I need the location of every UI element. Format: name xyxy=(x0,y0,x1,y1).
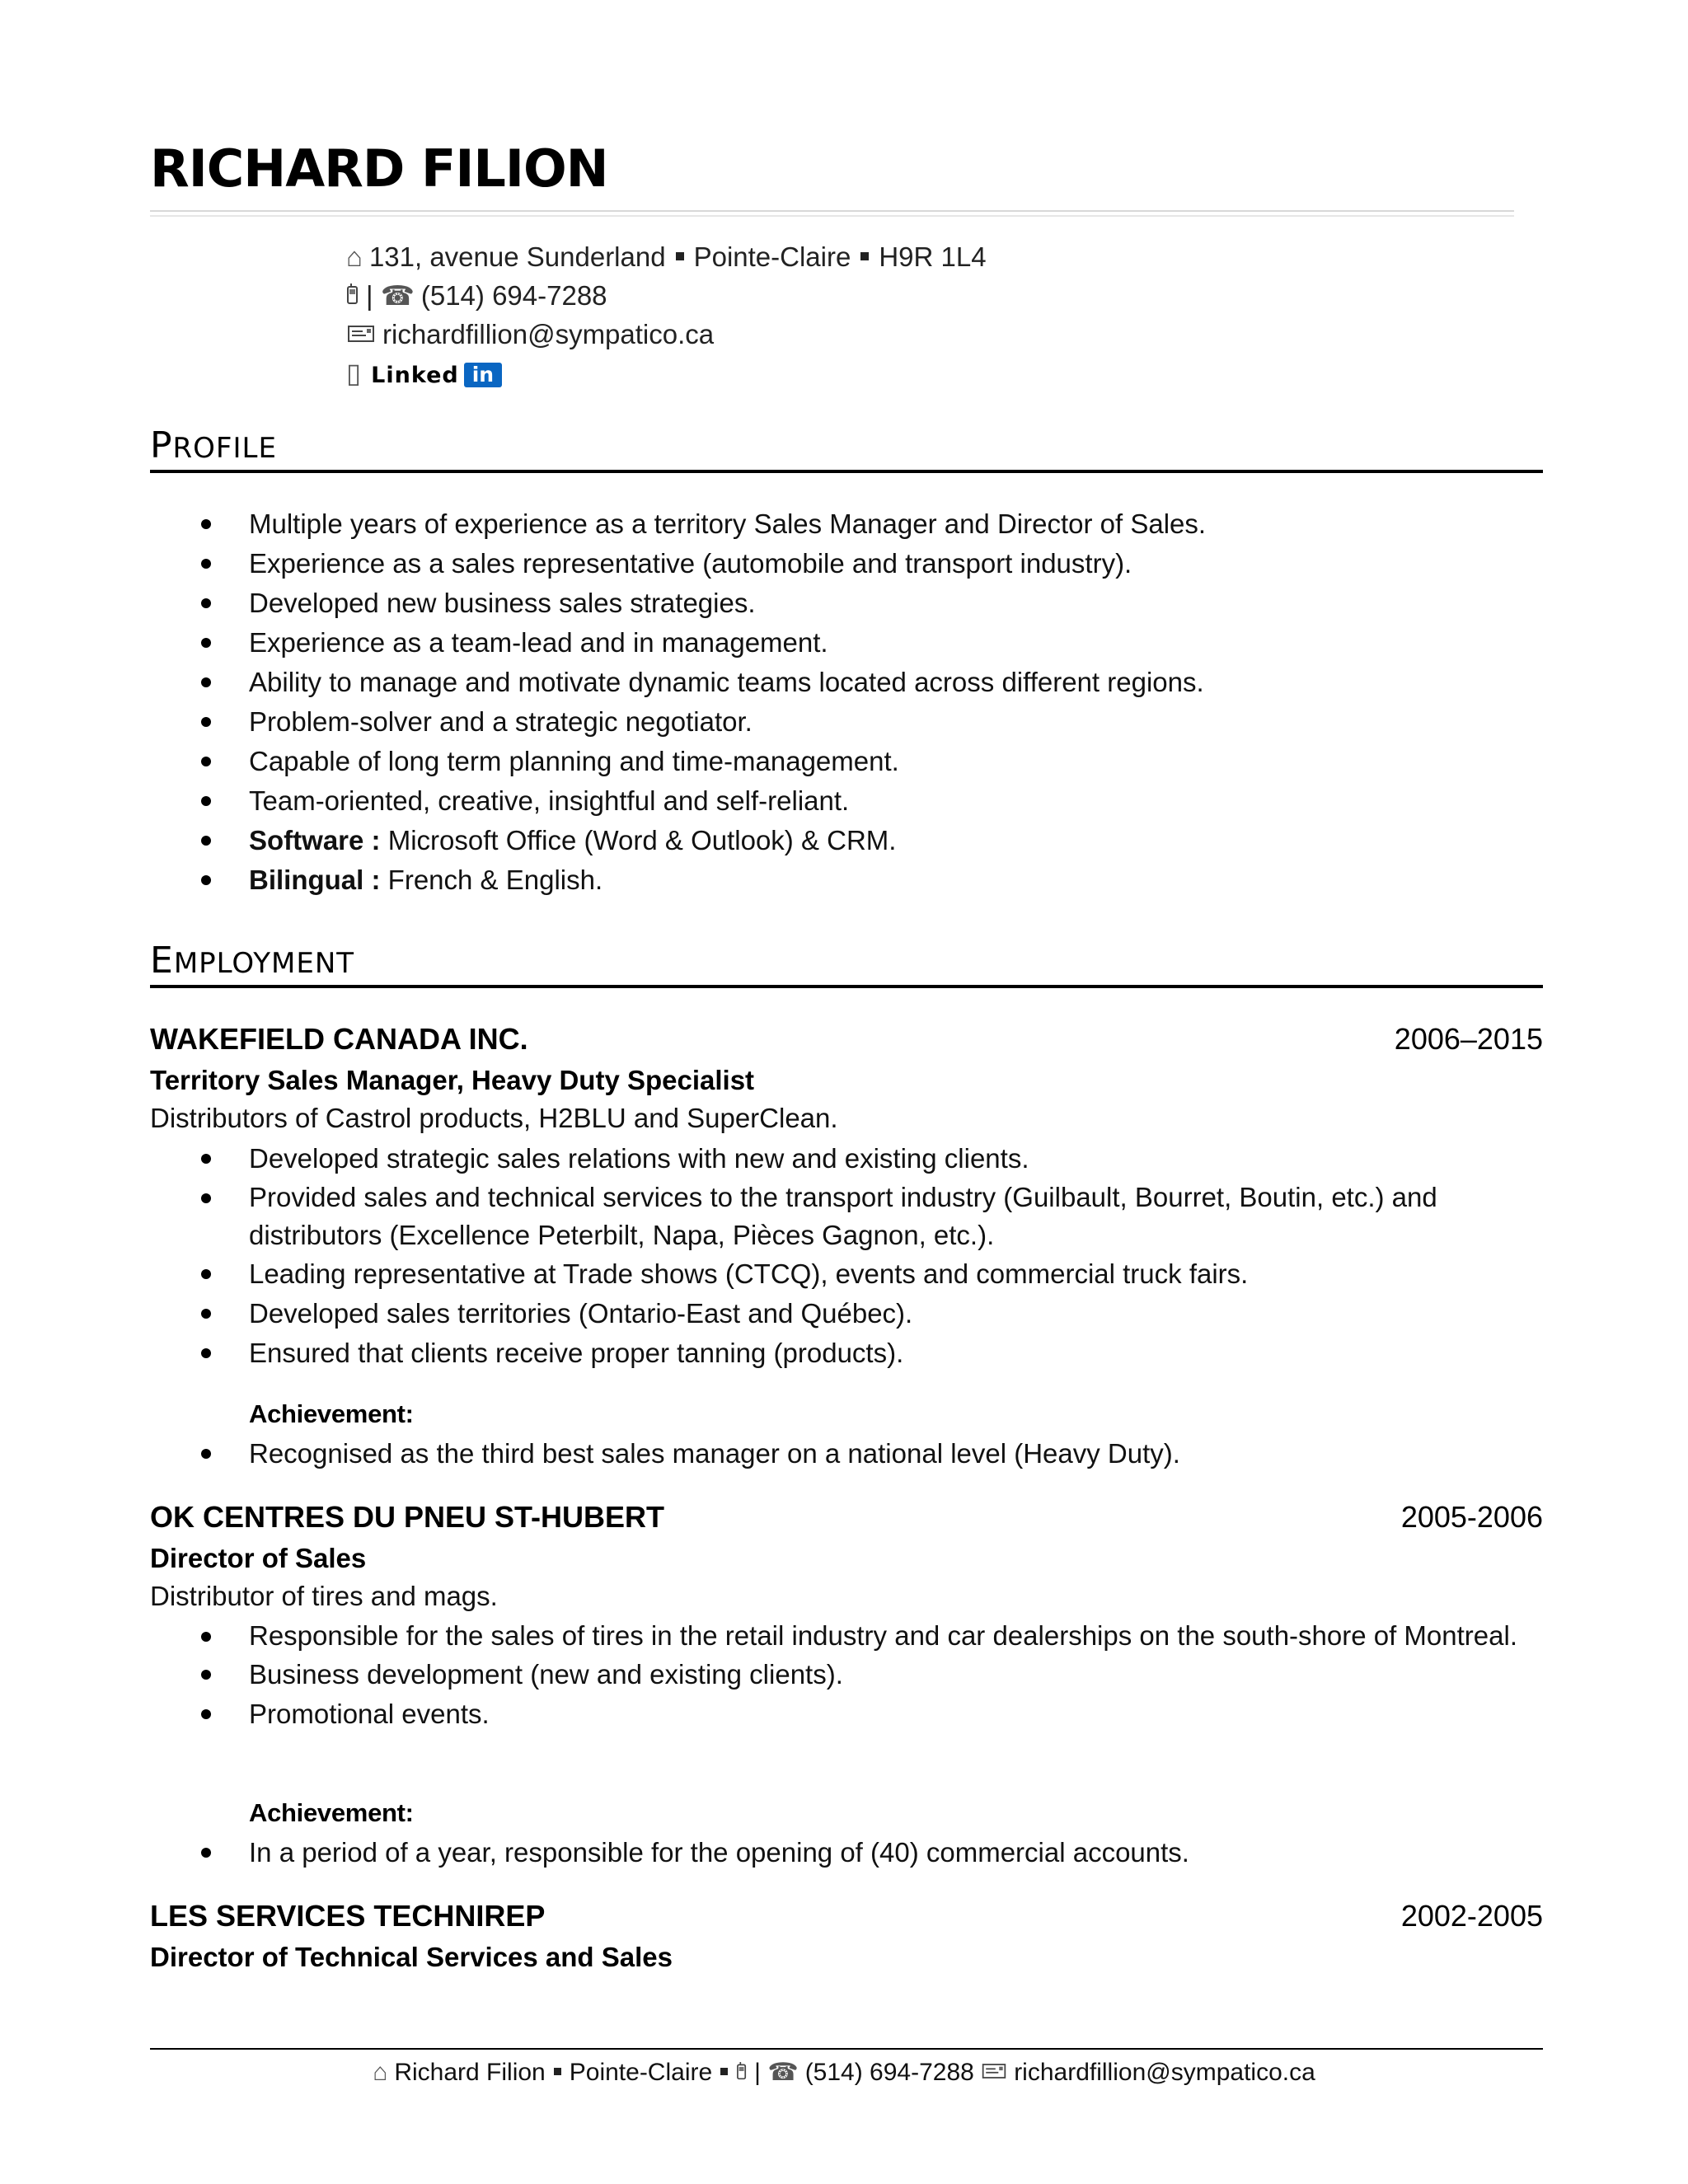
candidate-name: RICHARD FILION xyxy=(150,138,608,199)
address-line xyxy=(346,237,987,276)
list-item: Developed new business sales strategies. xyxy=(0,583,1543,623)
job-header xyxy=(150,1022,1543,1057)
mobile-phone-icon xyxy=(736,2059,748,2087)
email-card-icon xyxy=(981,2059,1007,2087)
phone-icon: ☎ xyxy=(767,2059,799,2086)
home-icon: ⌂ xyxy=(373,2059,388,2086)
address-city: Pointe-Claire xyxy=(693,241,851,272)
company-name: OK CENTRES DU PNEU ST-HUBERT xyxy=(150,1500,665,1534)
phone-icon: ☎ xyxy=(380,280,415,311)
profile-heading xyxy=(150,424,1543,473)
job-header xyxy=(150,1500,1543,1535)
company-name: LES SERVICES TECHNIREP xyxy=(150,1899,546,1933)
phone-line xyxy=(346,276,987,315)
job-header xyxy=(150,1899,1543,1933)
separator-square xyxy=(860,252,869,260)
job-duties xyxy=(0,1139,1543,1373)
phone-separator: | xyxy=(366,280,373,311)
employment-heading-cap: E xyxy=(150,940,174,982)
address-postal: H9R 1L4 xyxy=(879,241,987,272)
achievement-list xyxy=(0,1434,1543,1474)
achievement-label: Achievement: xyxy=(249,1798,414,1827)
profile-heading-rest: ROFILE xyxy=(172,432,277,465)
company-name: WAKEFIELD CANADA INC. xyxy=(150,1022,528,1056)
footer-email[interactable]: richardfillion@sympatico.ca xyxy=(1014,2059,1315,2086)
email-card-icon xyxy=(346,315,376,354)
page-footer xyxy=(0,2058,1688,2087)
contact-block xyxy=(346,237,987,395)
job-title: Director of Technical Services and Sales xyxy=(150,1942,673,1972)
list-item: Promotional events. xyxy=(0,1694,1543,1734)
achievement-label: Achievement: xyxy=(249,1399,414,1428)
list-item: Responsible for the sales of tires in the retail industry and car dealerships on the south-shore of Montreal. xyxy=(0,1617,1543,1655)
separator-square xyxy=(676,252,684,260)
job-description: Distributor of tires and mags. xyxy=(150,1581,498,1611)
job-years: 2002-2005 xyxy=(1400,1899,1543,1933)
list-item: Multiple years of experience as a territory Sales Manager and Director of Sales. xyxy=(0,504,1543,544)
job-years: 2005-2006 xyxy=(1400,1500,1543,1534)
list-item: Team-oriented, creative, insightful and self-reliant. xyxy=(0,781,1543,821)
list-item: Leading representative at Trade shows (CTCQ), events and commercial truck fairs. xyxy=(0,1254,1543,1294)
list-item: Ability to manage and motivate dynamic teams located across different regions. xyxy=(0,663,1543,702)
profile-list xyxy=(0,504,1543,900)
list-item: Capable of long term planning and time-management. xyxy=(0,742,1543,781)
list-item: Developed sales territories (Ontario-East and Québec). xyxy=(0,1294,1543,1333)
email-line xyxy=(346,315,987,354)
list-item: Recognised as the third best sales manager on a national level (Heavy Duty). xyxy=(0,1434,1543,1474)
list-item: Developed strategic sales relations with new and existing clients. xyxy=(0,1139,1543,1179)
list-item: Problem-solver and a strategic negotiator. xyxy=(0,702,1543,742)
separator-square xyxy=(554,2068,561,2075)
linkedin-logo-text: Linked xyxy=(371,362,459,388)
footer-separator: | xyxy=(754,2059,761,2086)
list-item: Bilingual : French & English. xyxy=(0,860,1543,900)
list-item: Business development (new and existing clients). xyxy=(0,1655,1543,1694)
job-title: Director of Sales xyxy=(150,1543,367,1573)
linkedin-logo[interactable] xyxy=(371,356,502,395)
mobile-phone-icon xyxy=(346,276,359,315)
linkedin-logo-box: in xyxy=(464,363,502,387)
linkedin-bullet-icon: ▯ xyxy=(346,358,362,388)
employment-heading xyxy=(150,940,1543,988)
list-item: Experience as a sales representative (automobile and transport industry). xyxy=(0,544,1543,583)
list-item: Provided sales and technical services to the transport industry (Guilbault, Bourret, Boutin, etc.) and distributors (Excellence Peterbilt, Napa, Pièces Gagnon, etc.). xyxy=(0,1179,1543,1254)
list-item: Ensured that clients receive proper tanning (products). xyxy=(0,1333,1543,1373)
footer-city: Pointe-Claire xyxy=(569,2059,713,2086)
footer-divider xyxy=(150,2048,1543,2050)
job-description: Distributors of Castrol products, H2BLU and SuperClean. xyxy=(150,1103,838,1133)
list-item: Software : Microsoft Office (Word & Outlook) & CRM. xyxy=(0,821,1543,860)
achievement-list xyxy=(0,1833,1543,1872)
linkedin-line xyxy=(346,354,987,395)
list-item: In a period of a year, responsible for the opening of (40) commercial accounts. xyxy=(0,1833,1543,1872)
name-divider xyxy=(150,210,1514,217)
address-street: 131, avenue Sunderland xyxy=(368,241,666,272)
profile-heading-cap: P xyxy=(150,424,173,466)
email-address[interactable]: richardfillion@sympatico.ca xyxy=(382,319,715,349)
phone-number[interactable]: (514) 694-7288 xyxy=(420,280,607,311)
job-title: Territory Sales Manager, Heavy Duty Specialist xyxy=(150,1065,755,1095)
employment-heading-rest: MPLOYMENT xyxy=(173,947,355,980)
separator-square xyxy=(720,2068,728,2075)
footer-name: Richard Filion xyxy=(394,2059,546,2086)
list-item: Experience as a team-lead and in management. xyxy=(0,623,1543,663)
home-icon: ⌂ xyxy=(346,241,363,272)
job-years: 2006–2015 xyxy=(1394,1022,1543,1056)
footer-phone: (514) 694-7288 xyxy=(804,2059,974,2086)
job-duties xyxy=(0,1617,1543,1734)
